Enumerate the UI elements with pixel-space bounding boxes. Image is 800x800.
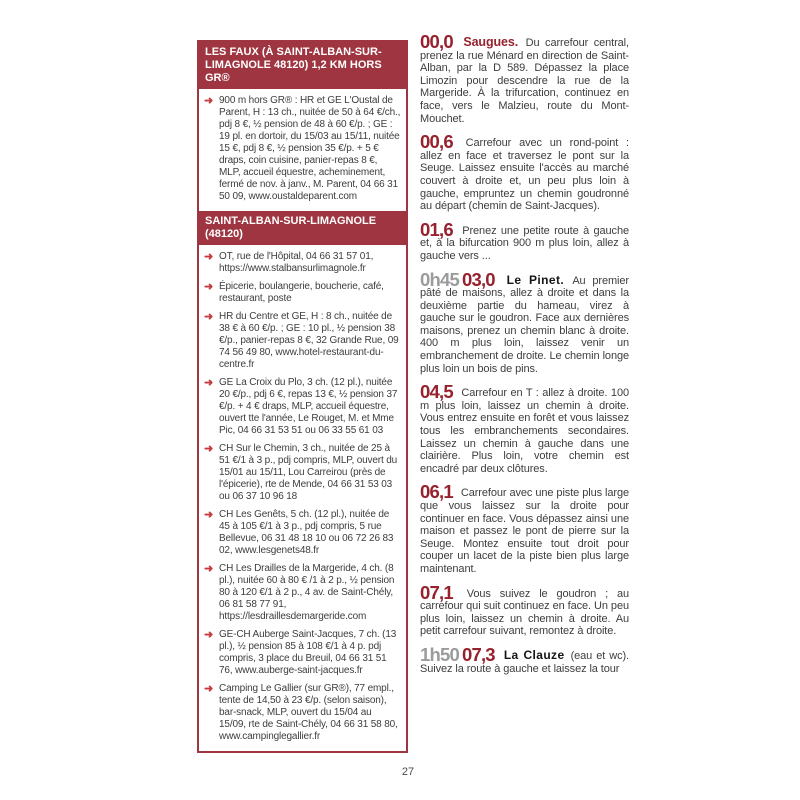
km-label: 06,1 — [420, 481, 453, 503]
arrow-right-icon: ➜ — [204, 281, 214, 293]
km-label: 07,3 — [461, 643, 495, 665]
time-label: 0h45 — [420, 268, 459, 290]
item-text: CH Les Drailles de la Margeride, 4 ch. (8 pl.), nuitée 60 à 80 € /1 à 2 p., ½ pension 80 à 120 €/1 à 2 p., 4 av. de Saint-Chély, 06 81 58 77 91, https://lesdraillesdemargeride.com — [219, 563, 395, 622]
route-step — [420, 581, 629, 638]
route-description — [420, 31, 629, 686]
arrow-right-icon: ➜ — [204, 563, 214, 575]
arrow-right-icon: ➜ — [204, 509, 214, 521]
arrow-right-icon: ➜ — [204, 629, 214, 641]
page-number: 27 — [401, 766, 415, 778]
route-step — [420, 643, 629, 675]
km-label: 00,0 — [420, 31, 453, 52]
item-text: OT, rue de l'Hôpital, 04 66 31 57 01, https://www.stalbansurlimagnole.fr — [219, 251, 374, 274]
step-text: (eau et wc). Suivez la route à gauche et laissez la tour — [420, 649, 629, 675]
route-step — [420, 481, 629, 575]
place-name: Le Pinet. — [506, 272, 565, 287]
step-text: Vous suivez le goudron ; au carrefour qui suit continuez en face. Un peu plus loin, laissez un chemin à droite. Au petit carrefour suivant, remontez à droite. — [420, 587, 629, 638]
item-text: GE La Croix du Plo, 3 ch. (12 pl.), nuitée 20 €/p., pdj 6 €, repas 13 €, ½ pension 37 €/p. + 4 € draps, MLP, accueil équestre, ouvert tte l'année, Le Rouget, M. et Mme Pic, 04 66 31 53 51 ou 06 33 55 61 03 — [219, 377, 398, 436]
item-text: CH Les Genêts, 5 ch. (12 pl.), nuitée de 45 à 105 €/1 à 3 p., pdj compris, 5 rue Bellevue, 06 31 48 18 10 ou 06 72 26 83 02, www.lesgenets48.fr — [219, 509, 394, 556]
route-step — [420, 381, 629, 475]
arrow-right-icon: ➜ — [204, 95, 214, 107]
lodging-section-saint-alban — [199, 245, 406, 751]
box-header-saint-alban: SAINT-ALBAN-SUR-LIMAGNOLE (48120) — [199, 211, 406, 245]
step-text: Du carrefour central, prenez la rue Ménard en direction de Saint-Alban, par la D 589. Dépassez la place Limozin pour descendre la rue de la Margeride. À la trifurcation, continuez en face, vers le Malzieu, route du Mont-Mouchet. — [420, 37, 629, 125]
step-text: Prenez une petite route à gauche et, à la bifurcation 900 m plus loin, allez à gauche vers ... — [420, 224, 629, 262]
arrow-right-icon: ➜ — [204, 377, 214, 389]
arrow-right-icon: ➜ — [204, 251, 214, 263]
list-item — [204, 509, 401, 557]
route-step — [420, 268, 629, 376]
item-text: Épicerie, boulangerie, boucherie, café, restaurant, poste — [219, 281, 384, 304]
item-text: CH Sur le Chemin, 3 ch., nuitée de 25 à 51 €/1 à 3 p., pdj compris, MLP, ouvert du 15/01 au 15/11, Lou Carreirou (près de l'épicerie), rte de Mende, 04 66 31 53 03 ou 06 37 10 96 18 — [219, 443, 398, 502]
step-text: Au premier pâté de maisons, allez à droite et dans la deuxième partie du hameau, virez à gauche sur le goudron. Face aux dernières maisons, prenez un chemin blanc à droite. 400 m plus loin, laissez venir un embranchement de droite. Le chemin longe plus loin un bois de pins. — [420, 274, 629, 375]
list-item — [204, 377, 401, 437]
step-text: Carrefour avec une piste plus large que vous laissez sur la droite pour continuer en face. Vous dépassez ainsi une maison et passez le pont de pierre sur la Seuge. Montez ensuite tout droit pour couper un lacet de la piste bien plus large maintenant. — [420, 487, 629, 575]
place-name: La Clauze — [503, 647, 565, 662]
item-text: HR du Centre et GE, H : 8 ch., nuitée de 38 € à 60 €/p. ; GE : 10 pl., ½ pension 38 €/p., panier-repas 8 €, 32 Grande Rue, 09 74 56 49 80, www.hotel-restaurant-du-centre.fr — [219, 311, 399, 370]
step-text: Carrefour en T : allez à droite. 100 m plus loin, laissez un chemin à droite. Vous entrez ensuite en forêt et vous laissez tous les embranchements secondaires. Laissez un chemin à gauche dans une clairière. Plus loin, votre chemin est encadré par deux clôtures. — [420, 387, 629, 475]
list-item — [204, 281, 401, 305]
list-item — [204, 251, 401, 275]
list-item — [204, 563, 401, 623]
route-step — [420, 31, 629, 125]
lodging-box — [197, 40, 408, 753]
item-text: Camping Le Gallier (sur GR®), 77 empl., tente de 14,50 à 23 €/p. (selon saison), bar-snack, MLP, ouvert du 15/04 au 15/09, rte de Saint-Chély, 04 66 31 58 80, www.campinglegallier.fr — [219, 683, 398, 742]
lodging-section-les-faux — [199, 89, 406, 211]
list-item — [204, 95, 401, 203]
box-header-les-faux: LES FAUX (À SAINT-ALBAN-SUR-LIMAGNOLE 48120) 1,2 KM HORS GR® — [199, 42, 406, 89]
item-text: GE-CH Auberge Saint-Jacques, 7 ch. (13 pl.), ½ pension 85 à 108 €/1 à 4 p. pdj compris, 3 place du Breuil, 04 66 31 51 76, www.auberge-saint-jacques.fr — [219, 629, 397, 676]
arrow-right-icon: ➜ — [204, 311, 214, 323]
arrow-right-icon: ➜ — [204, 683, 214, 695]
time-label: 1h50 — [420, 643, 459, 665]
step-text: Carrefour avec un rond-point : allez en face et traversez le pont sur la Seuge. Laissez ensuite l'accès au marché couvert à droite et, un peu plus loin à gauche, empruntez un chemin goudronné au départ (chemin de Saint-Jacques). — [420, 137, 629, 213]
km-label: 01,6 — [420, 218, 453, 240]
list-item — [204, 443, 401, 503]
km-label: 04,5 — [420, 381, 453, 403]
km-label: 00,6 — [420, 131, 453, 153]
km-label: 03,0 — [461, 268, 495, 290]
route-step — [420, 218, 629, 263]
place-name: Saugues. — [463, 35, 519, 49]
km-label: 07,1 — [420, 581, 453, 603]
list-item — [204, 311, 401, 371]
route-step — [420, 131, 629, 213]
list-item — [204, 629, 401, 677]
list-item — [204, 683, 401, 743]
arrow-right-icon: ➜ — [204, 443, 214, 455]
item-text: 900 m hors GR® : HR et GE L'Oustal de Parent, H : 13 ch., nuitée de 50 à 64 €/ch., pdj 8 €, ½ pension de 48 à 60 €/p. ; GE : 19 pl. en dortoir, du 15/03 au 15/11, nuitée 15 €, pdj 8 €, ½ pension 35 €/p. + 5 € draps, coin cuisine, panier-repas 8 €, MLP, accueil équestre, acheminement, fermé de nov. à janv., M. Parent, 04 66 31 50 09, www.oustaldeparent.com — [219, 95, 401, 202]
